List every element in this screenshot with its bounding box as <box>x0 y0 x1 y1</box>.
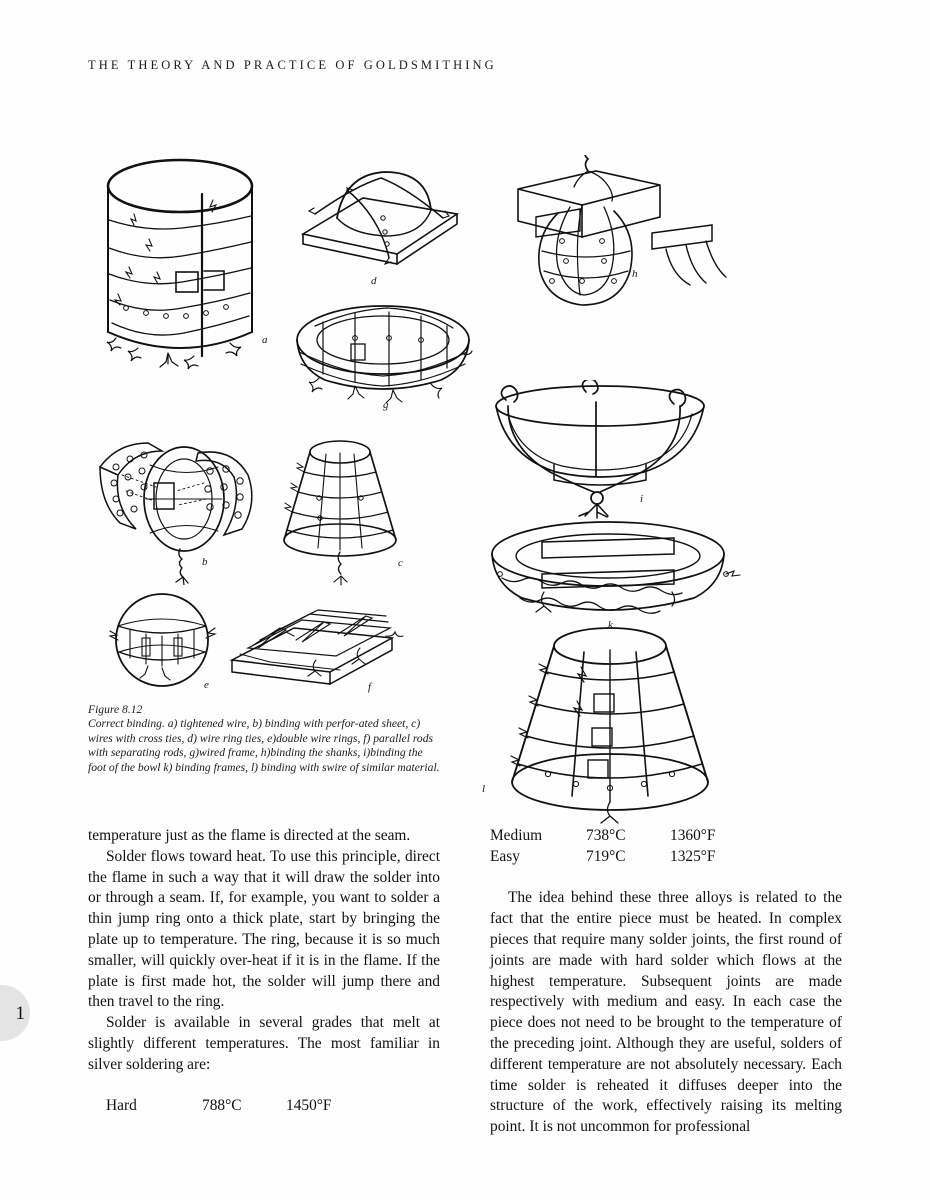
paragraph-solder-flows: Solder flows toward heat. To use this principle, direct the flame in such a way that it will draw the solder into or through a seam. If, for example, you want to solder a thin jump ring onto a thick plate, start by bringing the plate up to temperature. The ring, because it is so much smaller, will quickly over-heat if it is in the flame. If the plate is first made hot, the solder will jump there and then travel to the ring. <box>88 847 440 1011</box>
figure-item-l-binding-with-similar-wire <box>480 620 740 830</box>
figure-item-k-binding-frames <box>478 512 748 632</box>
solder-fahrenheit-medium: 1360°F <box>670 827 716 844</box>
solder-grade-table-right <box>490 826 760 868</box>
page-number-tab <box>0 985 30 1041</box>
running-head: THE THEORY AND PRACTICE OF GOLDSMITHING <box>88 58 497 72</box>
figure-item-b-ring-with-perforated-sheet <box>92 425 272 585</box>
solder-grade-table-left <box>88 1096 376 1117</box>
table-row <box>88 1096 376 1117</box>
figure-label-g: g <box>383 399 389 411</box>
figure-item-c-cone-with-cross-ties <box>260 428 420 588</box>
figure-label-f: f <box>368 681 372 693</box>
figure-label-l: l <box>482 783 486 795</box>
solder-fahrenheit-hard: 1450°F <box>286 1097 332 1115</box>
body-column-right <box>490 826 842 1138</box>
paragraph-solder-grades: Solder is available in several grades that melt at slightly different temperatures. The most familiar in silver soldering are: <box>88 1014 440 1073</box>
body-column-left <box>88 826 440 1117</box>
figure-caption <box>88 703 440 775</box>
figure-label-b: b <box>202 556 208 568</box>
solder-grade-hard: Hard <box>106 1097 137 1115</box>
figure-item-h-binding-the-shanks <box>500 155 860 315</box>
column-spacer <box>490 868 842 889</box>
figure-item-a-cylinder-with-tightened-wire <box>90 150 290 380</box>
figure-item-e-sphere-double-wire-rings <box>100 588 230 698</box>
figure-label-c: c <box>398 557 403 569</box>
page-number-tab-label: 1 <box>15 1002 25 1024</box>
figure-label-e: e <box>204 679 209 691</box>
paragraph-continuation: temperature just as the flame is directed at the seam. <box>88 827 411 844</box>
figure-caption-text: Correct binding. a) tightened wire, b) binding with perfor-ated sheet, c) wires with cross ties, d) wire ring ties, e)double wire rings, f) parallel rods with separating rods, g)wired frame, h)binding the shanks, i)binding the foot of the bowl k) binding frames, l) binding with swire of similar material. <box>88 717 440 774</box>
figure-item-d-dome-on-plate <box>285 162 475 292</box>
table-row <box>490 847 760 868</box>
figure-item-i-binding-foot-of-bowl <box>478 380 738 520</box>
figure-label-k: k <box>608 619 613 631</box>
figure-label-a: a <box>262 334 268 346</box>
figure-item-g-wired-oval-frame <box>285 282 485 412</box>
paragraph-three-alloys: The idea behind these three alloys is related to the fact that the entire piece must be heated. In complex pieces that require many solder joints, the first round of joints are made with hard solder which flows at the highest temperature. Subsequent joints are made respectively with medium and easy. In each case the piece does not need to be brought to the temperature of the preceding joint. Although they are useful, solders of different temperature are not absolutely necessary. Each time solder is reheated it diffuses deeper into the structure of the work, effectively raising its melting point. It is not uncommon for professional <box>490 889 842 1136</box>
figure-item-f-parallel-rods <box>220 592 410 702</box>
table-row <box>490 826 760 847</box>
solder-grade-easy: Easy <box>490 847 520 865</box>
figure-label-i: i <box>640 493 644 505</box>
figure-label-d: d <box>371 275 377 287</box>
solder-fahrenheit-easy: 1325°F <box>670 847 716 865</box>
solder-celsius-medium: 738°C <box>586 827 626 844</box>
figure-label-h: h <box>632 268 638 280</box>
solder-celsius-easy: 719°C <box>586 847 626 865</box>
solder-grade-medium: Medium <box>490 827 543 844</box>
figure-number: Figure 8.12 <box>88 703 143 716</box>
solder-celsius-hard: 788°C <box>202 1097 242 1115</box>
